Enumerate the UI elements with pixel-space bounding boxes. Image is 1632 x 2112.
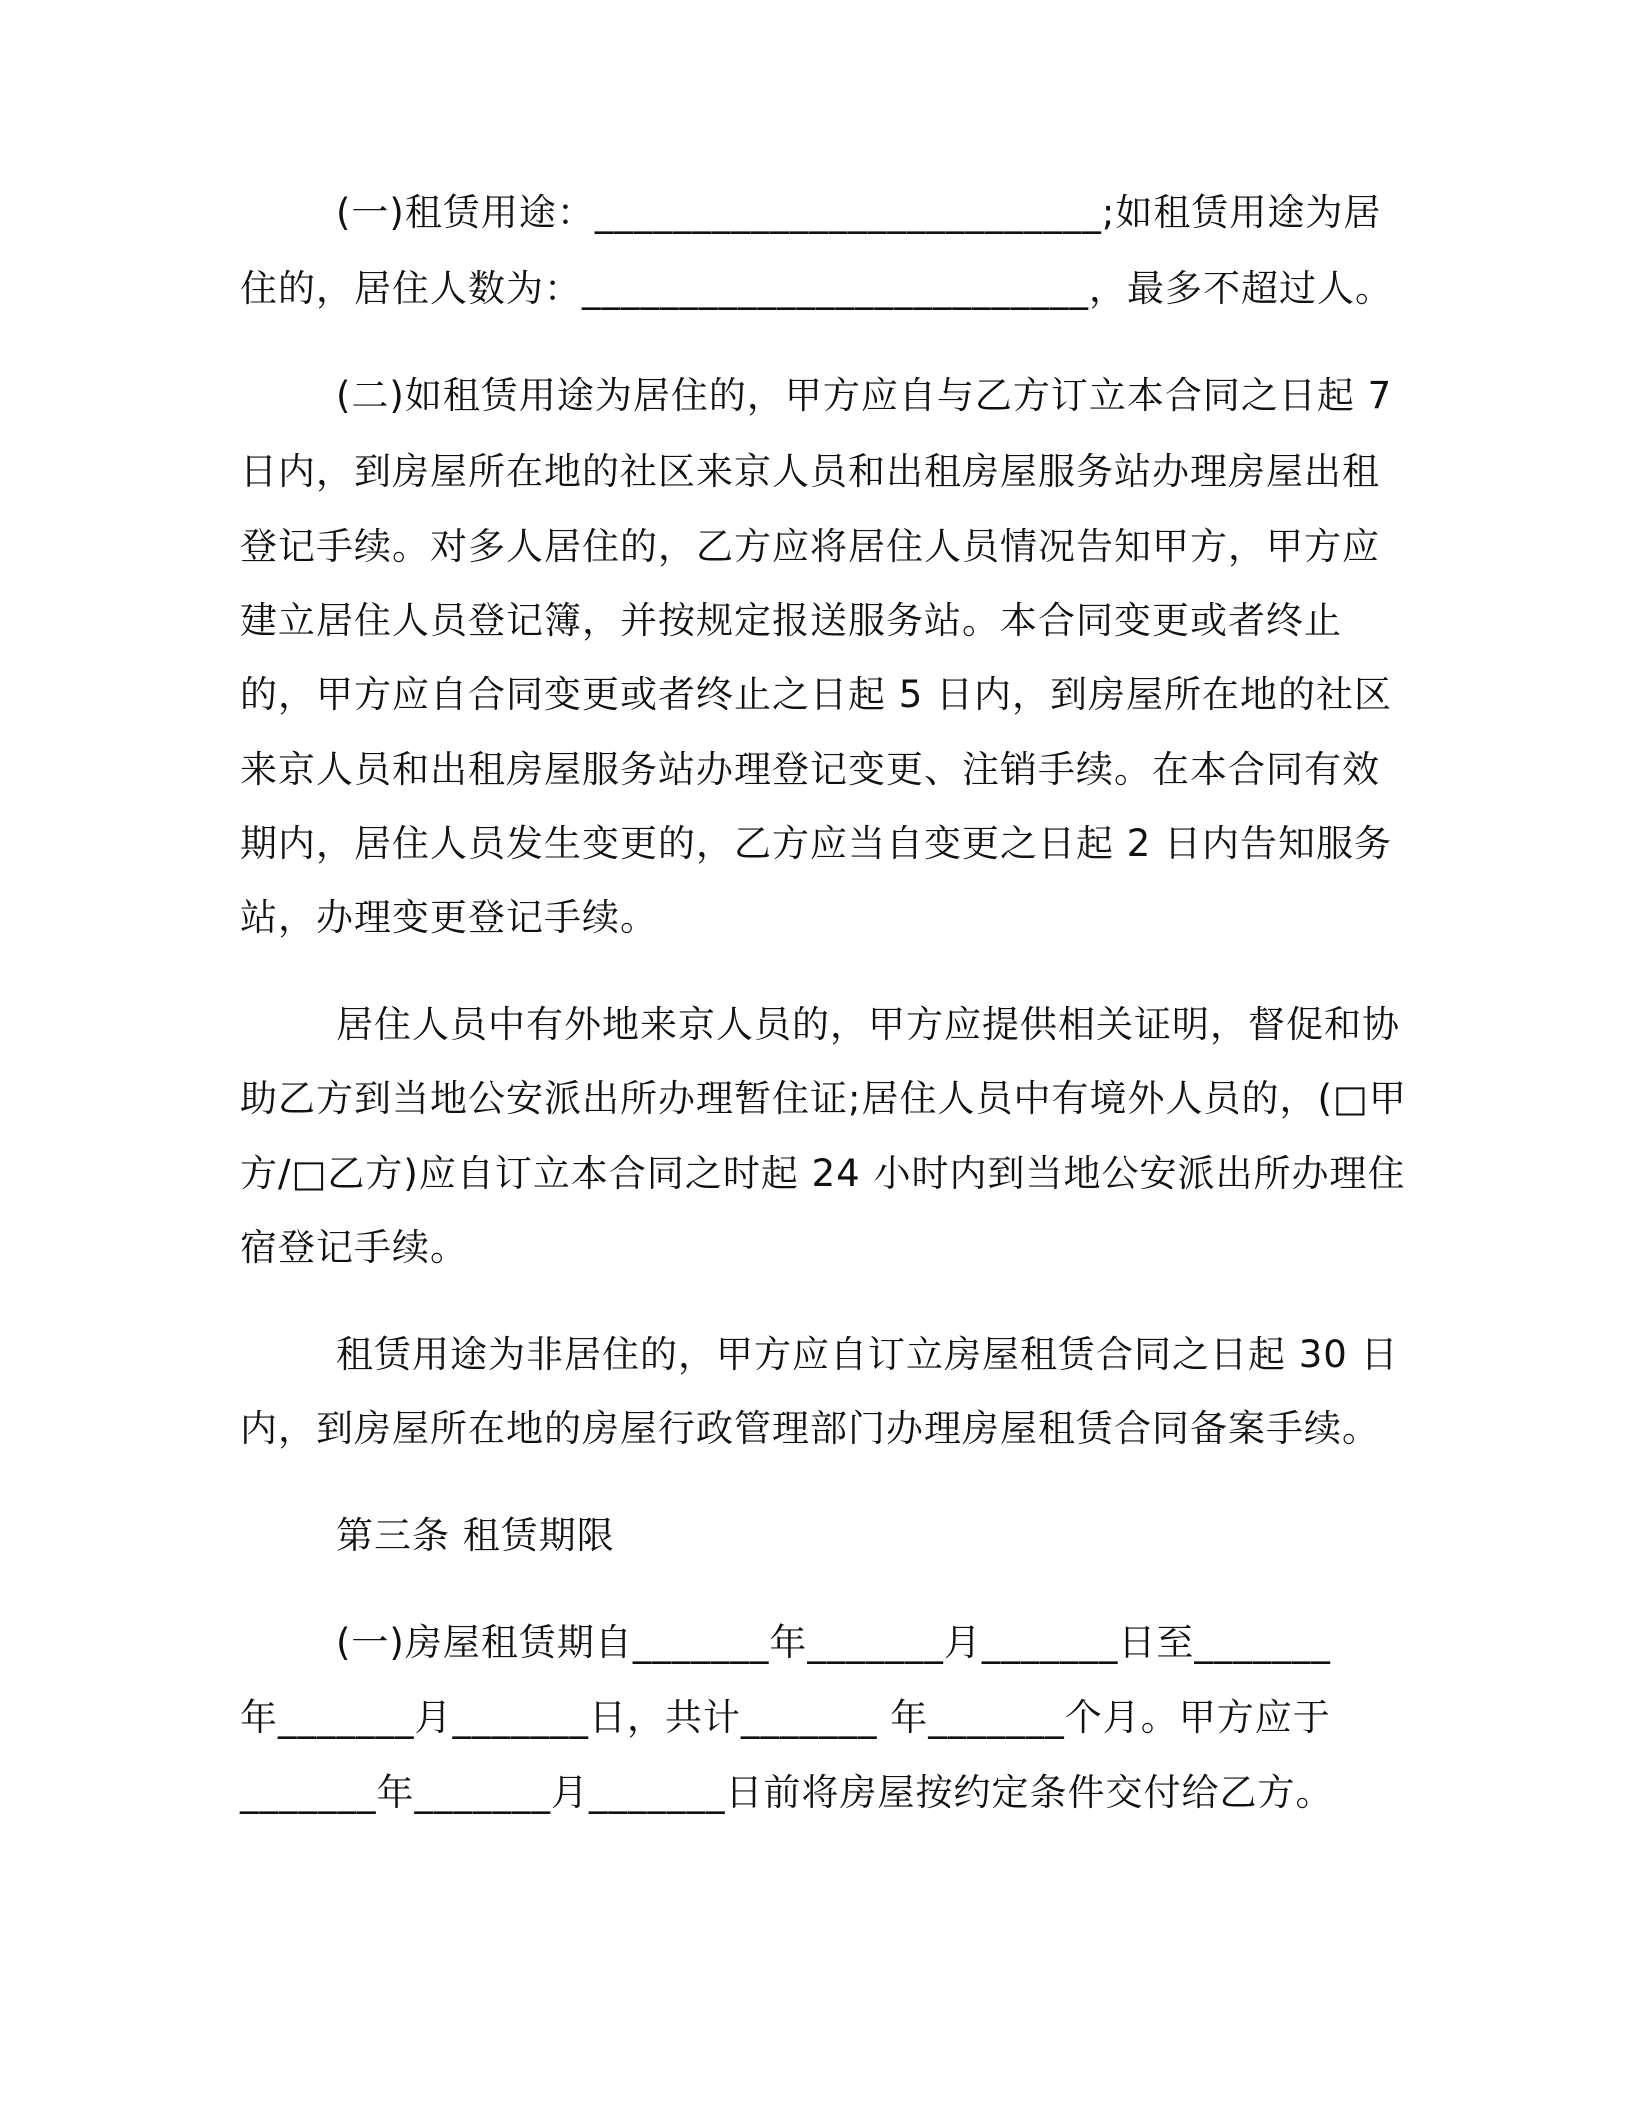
non-residential-filing-line-2: 内，到房屋所在地的房屋行政管理部门办理房屋租赁合同备案手续。: [240, 1407, 1380, 1450]
clause-2-registration-line-3: 登记手续。对多人居住的，乙方应将居住人员情况告知甲方，甲方应: [240, 525, 1380, 568]
clause-2-registration-line-1: (二)如租赁用途为居住的，甲方应自与乙方订立本合同之日起 7: [336, 374, 1393, 417]
clause-1-purpose-line-2: 住的，居住人数为：__________________________，最多不超过人。: [240, 267, 1393, 310]
clause-2-registration-line-6: 来京人员和出租房屋服务站办理登记变更、注销手续。在本合同有效: [240, 748, 1380, 791]
clause-2-registration-line-8: 站，办理变更登记手续。: [240, 896, 658, 939]
lease-term-line-1: (一)房屋租赁期自_______年_______月_______日至_______: [336, 1621, 1331, 1664]
clause-2-registration-line-2: 日内，到房屋所在地的社区来京人员和出租房屋服务站办理房屋出租: [240, 450, 1380, 493]
clause-2-registration-line-4: 建立居住人员登记簿，并按规定报送服务站。本合同变更或者终止: [240, 599, 1342, 642]
clause-2-registration-line-7: 期内，居住人员发生变更的，乙方应当自变更之日起 2 日内告知服务: [240, 822, 1393, 865]
lease-term-line-2: 年_______月_______日，共计_______ 年_______个月。甲方应于: [240, 1696, 1331, 1739]
article-3-heading: 第三条 租赁期限: [336, 1514, 615, 1557]
lease-term-line-3: _______年_______月_______日前将房屋按约定条件交付给乙方。: [240, 1771, 1334, 1814]
nonlocal-residents-line-1: 居住人员中有外地来京人员的，甲方应提供相关证明，督促和协: [336, 1003, 1400, 1046]
nonlocal-residents-line-3: 方/□乙方)应自订立本合同之时起 24 小时内到当地公安派出所办理住: [240, 1152, 1406, 1195]
clause-2-registration-line-5: 的，甲方应自合同变更或者终止之日起 5 日内，到房屋所在地的社区: [240, 673, 1393, 716]
nonlocal-residents-line-4: 宿登记手续。: [240, 1226, 468, 1269]
clause-1-purpose-line-1: (一)租赁用途：__________________________;如租赁用途为居: [336, 191, 1382, 234]
nonlocal-residents-line-2: 助乙方到当地公安派出所办理暂住证;居住人员中有境外人员的，(□甲: [240, 1077, 1407, 1120]
non-residential-filing-line-1: 租赁用途为非居住的，甲方应自订立房屋租赁合同之日起 30 日: [336, 1333, 1399, 1376]
